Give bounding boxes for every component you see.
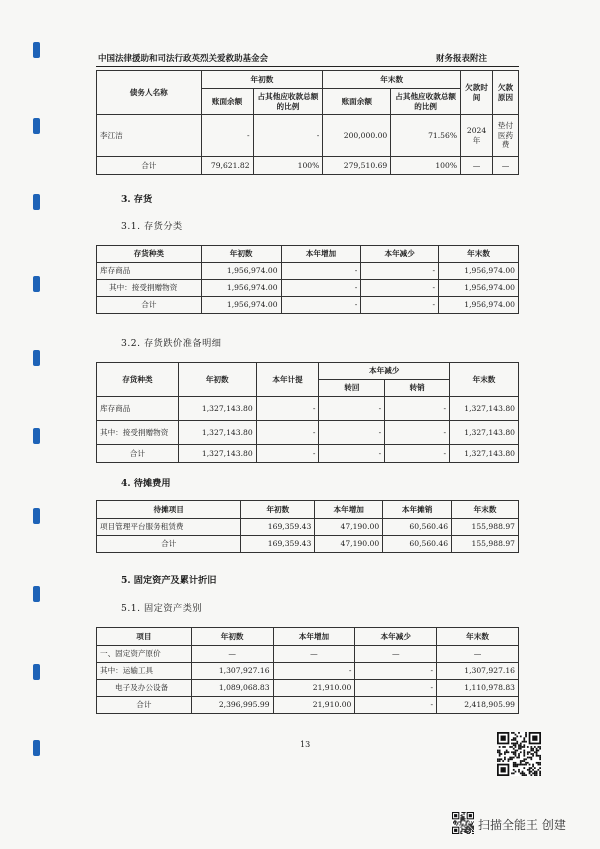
col-end: 年末数 [323, 71, 461, 89]
col-begin: 年初数 [178, 363, 256, 397]
col-end: 年末数 [452, 501, 519, 519]
col-provision: 本年计提 [256, 363, 319, 397]
table-row [97, 263, 519, 280]
col-begin-balance: 账面余额 [201, 89, 253, 115]
cell: - [319, 421, 385, 445]
cell: 155,988.97 [452, 519, 519, 536]
cell: 2024 年 [461, 115, 493, 157]
table-row [97, 646, 519, 663]
inventory-impairment-table [96, 362, 519, 463]
col-decrease: 本年减少 [319, 363, 450, 380]
cell: 155,988.97 [452, 536, 519, 553]
cell: 1,956,974.00 [439, 263, 519, 280]
section-title-prepaid: 4. 待摊费用 [121, 478, 171, 489]
cell: 79,621.82 [201, 157, 253, 175]
cell: - [281, 297, 361, 314]
cell: 库存商品 [97, 263, 202, 280]
cell: - [253, 115, 323, 157]
cell: 1,327,143.80 [178, 445, 256, 463]
section-title-inventory: 3. 存货 [121, 194, 153, 205]
cell: - [281, 280, 361, 297]
cell: 100% [253, 157, 323, 175]
col-decrease: 本年减少 [361, 246, 439, 263]
cell: 合计 [97, 445, 179, 463]
cell: 21,910.00 [273, 697, 355, 714]
cell: 电子及办公设备 [97, 680, 192, 697]
binder-hole [33, 664, 40, 680]
cell: 合计 [97, 297, 202, 314]
cell: - [355, 680, 437, 697]
cell: - [355, 697, 437, 714]
cell: - [256, 445, 319, 463]
cell: - [385, 421, 450, 445]
cell: 47,190.00 [315, 536, 383, 553]
cell: 其中：接受捐赠物资 [97, 280, 202, 297]
binder-hole [33, 508, 40, 524]
col-decrease: 本年减少 [355, 628, 437, 646]
col-increase: 本年增加 [281, 246, 361, 263]
cell: 库存商品 [97, 397, 179, 421]
cell: 合计 [97, 697, 192, 714]
col-begin: 年初数 [201, 246, 281, 263]
table-row [97, 536, 519, 553]
cell: - [355, 663, 437, 680]
col-writeoff: 转销 [385, 380, 450, 397]
cell: - [281, 263, 361, 280]
cell: - [201, 115, 253, 157]
cell: - [319, 397, 385, 421]
table-row [97, 297, 519, 314]
cell: 1,110,978.83 [437, 680, 519, 697]
col-reversal: 转回 [319, 380, 385, 397]
cell: — [493, 157, 519, 175]
cell: - [385, 445, 450, 463]
qr-code-icon [497, 732, 541, 776]
cell: - [273, 663, 355, 680]
cell: 其中：运输工具 [97, 663, 192, 680]
cell: — [437, 646, 519, 663]
subsection-title-asset-class: 5.1. 固定资产类别 [121, 603, 203, 614]
cell: 合计 [97, 157, 202, 175]
cell: — [191, 646, 273, 663]
cell: 2,418,905.99 [437, 697, 519, 714]
cell: 1,089,068.83 [191, 680, 273, 697]
page-number: 13 [300, 740, 311, 749]
cell: 合计 [97, 536, 241, 553]
cell: 1,956,974.00 [201, 280, 281, 297]
header-rule [96, 66, 519, 67]
table-row [97, 697, 519, 714]
cell: - [361, 280, 439, 297]
cell: 2,396,995.99 [191, 697, 273, 714]
table-row [97, 519, 519, 536]
col-increase: 本年增加 [273, 628, 355, 646]
table-row [97, 445, 519, 463]
cell: 47,190.00 [315, 519, 383, 536]
cell: 李江洁 [97, 115, 202, 157]
col-end: 年末数 [450, 363, 519, 397]
cell: — [461, 157, 493, 175]
col-begin-ratio: 占其他应收款总额的比例 [253, 89, 323, 115]
fixed-assets-table [96, 627, 519, 714]
cell: — [273, 646, 355, 663]
cell: - [385, 397, 450, 421]
col-reason: 欠款原因 [493, 71, 519, 115]
cell: 279,510.69 [323, 157, 391, 175]
table-row [97, 663, 519, 680]
cell: 71.56% [391, 115, 461, 157]
col-time: 欠款时间 [461, 71, 493, 115]
cell: 项目管理平台服务租赁费 [97, 519, 241, 536]
binder-hole [33, 586, 40, 602]
col-begin: 年初数 [191, 628, 273, 646]
subsection-title-inventory-class: 3.1. 存货分类 [121, 221, 183, 232]
cell: - [361, 263, 439, 280]
cell: 169,359.43 [241, 519, 315, 536]
subsection-title-impairment: 3.2. 存货跌价准备明细 [121, 338, 222, 349]
scanner-watermark: 扫描全能王 创建 [478, 818, 566, 832]
table-row [97, 421, 519, 445]
cell: — [355, 646, 437, 663]
table-row [97, 280, 519, 297]
prepaid-expenses-table [96, 500, 519, 553]
cell: 1,956,974.00 [439, 280, 519, 297]
cell: 一、固定资产原价 [97, 646, 192, 663]
binder-hole [33, 42, 40, 58]
col-begin: 年初数 [201, 71, 323, 89]
inventory-class-table [96, 245, 519, 314]
cell: 100% [391, 157, 461, 175]
col-type: 存货种类 [97, 246, 202, 263]
cell: - [256, 421, 319, 445]
table-row [97, 157, 519, 175]
binder-hole [33, 350, 40, 366]
cell: 其中：接受捐赠物资 [97, 421, 179, 445]
cell: 21,910.00 [273, 680, 355, 697]
table-row [97, 397, 519, 421]
col-end: 年末数 [439, 246, 519, 263]
col-debtor: 债务人名称 [97, 71, 202, 115]
cell: 60,560.46 [383, 536, 452, 553]
section-title-fixed-assets: 5. 固定资产及累计折旧 [121, 575, 217, 586]
binder-hole [33, 118, 40, 134]
binder-hole [33, 740, 40, 756]
cell: 1,307,927.16 [191, 663, 273, 680]
cell: 60,560.46 [383, 519, 452, 536]
table-row [97, 115, 519, 157]
cell: - [319, 445, 385, 463]
header-org: 中国法律援助和司法行政英烈关爱救助基金会 [98, 54, 269, 64]
scanner-logo-icon [452, 812, 474, 834]
binder-hole [33, 194, 40, 210]
col-amortization: 本年摊销 [383, 501, 452, 519]
binder-hole [33, 276, 40, 292]
col-item: 项目 [97, 628, 192, 646]
cell: 1,956,974.00 [201, 297, 281, 314]
col-item: 待摊项目 [97, 501, 241, 519]
col-increase: 本年增加 [315, 501, 383, 519]
cell: 1,327,143.80 [178, 397, 256, 421]
col-begin: 年初数 [241, 501, 315, 519]
header-doc-title: 财务报表附注 [436, 54, 488, 64]
col-end-ratio: 占其他应收款总额的比例 [391, 89, 461, 115]
table-row [97, 680, 519, 697]
receivables-table [96, 70, 519, 175]
cell: 1,956,974.00 [439, 297, 519, 314]
cell: 垫付医药费 [493, 115, 519, 157]
cell: 1,327,143.80 [450, 445, 519, 463]
cell: 1,327,143.80 [450, 421, 519, 445]
cell: - [256, 397, 319, 421]
col-end-balance: 账面余额 [323, 89, 391, 115]
binder-hole [33, 428, 40, 444]
cell: 169,359.43 [241, 536, 315, 553]
cell: 200,000.00 [323, 115, 391, 157]
col-type: 存货种类 [97, 363, 179, 397]
cell: 1,327,143.80 [450, 397, 519, 421]
cell: 1,307,927.16 [437, 663, 519, 680]
col-end: 年末数 [437, 628, 519, 646]
cell: 1,327,143.80 [178, 421, 256, 445]
cell: 1,956,974.00 [201, 263, 281, 280]
cell: - [361, 297, 439, 314]
